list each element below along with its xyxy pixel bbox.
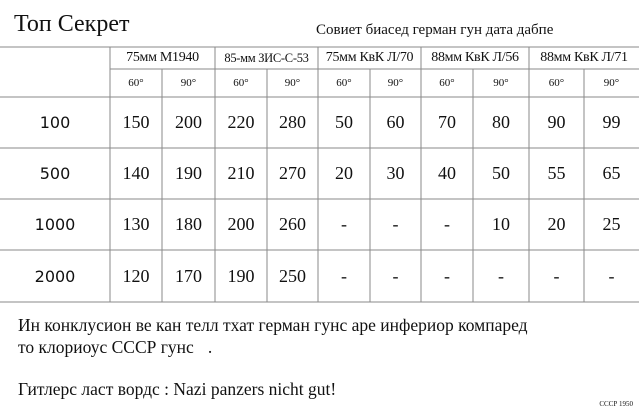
table-cell: - — [444, 214, 450, 234]
table-cell: 200 — [227, 214, 255, 234]
angle-header: 60° — [439, 77, 455, 89]
table-cell: 20 — [547, 214, 566, 234]
angle-header: 60° — [128, 77, 144, 89]
conclusion-period: . — [207, 337, 213, 357]
table-cell: 190 — [227, 265, 255, 286]
table-cell: 99 — [602, 112, 621, 132]
table-cell: 270 — [279, 163, 306, 183]
table-cell: 120 — [122, 265, 150, 286]
table-cell: 140 — [122, 163, 150, 183]
table-cell: 130 — [122, 214, 150, 234]
angle-header: 60° — [336, 77, 352, 89]
table-cell: - — [498, 265, 504, 286]
table-cell: 30 — [386, 163, 405, 183]
range-label-100: 100 — [39, 113, 71, 132]
table-cell: 90 — [547, 112, 566, 132]
table-cell: 50 — [492, 163, 510, 183]
subtitle: Совиет биасед герман гун дата дабпе — [316, 22, 554, 38]
gun-header-2: 85-мм ЗИС-С-53 — [224, 50, 309, 65]
table-cell: 170 — [175, 265, 202, 286]
table-cell: 60 — [386, 112, 405, 132]
angle-header: 90° — [284, 77, 301, 89]
table-cell: 150 — [122, 112, 150, 132]
conclusion-line-2 — [18, 336, 628, 358]
table-cell: 65 — [602, 163, 621, 183]
table-cell: 250 — [279, 265, 306, 286]
table-cell: - — [341, 214, 347, 234]
table-cell: 280 — [279, 112, 306, 132]
table-cell: 20 — [335, 163, 353, 183]
page-title: Топ Секрет — [14, 11, 130, 37]
table-cell: 55 — [547, 163, 566, 183]
table-cell: 70 — [438, 112, 456, 132]
gun-header-1: 75мм М1940 — [126, 50, 199, 65]
angle-header: 90° — [387, 77, 404, 89]
angle-header: 60° — [233, 77, 249, 89]
table-cell: 210 — [227, 163, 255, 183]
table-cell: - — [553, 265, 560, 286]
table-cell: 220 — [227, 112, 255, 132]
table-cell: - — [392, 265, 399, 286]
table-cell: 190 — [175, 163, 202, 183]
range-label-1000: 1000 — [34, 215, 76, 234]
table-cell: - — [608, 265, 615, 286]
table-cell: - — [444, 265, 450, 286]
last-words: Гитлерс ласт вордс : Nazi panzers nicht gut! — [18, 379, 337, 399]
table-cell: 80 — [492, 112, 510, 132]
conclusion-line-1: Ин конклусион ве кан телл тхат герман гунс аре инфериор компаред — [18, 315, 528, 335]
range-label-500: 500 — [39, 164, 71, 183]
conclusion-text — [18, 314, 628, 358]
conclusion-line-2-text: то клориоус СССР гунс — [18, 337, 194, 357]
table-cell: 25 — [602, 214, 621, 234]
table-cell: 180 — [175, 214, 202, 234]
gun-header-4: 88мм КвК Л/56 — [431, 50, 519, 65]
table-cell: 40 — [438, 163, 456, 183]
table-cell: - — [392, 214, 399, 234]
gun-header-5: 88мм КвК Л/71 — [540, 50, 628, 65]
table-cell: 260 — [279, 214, 306, 234]
table-cell: 10 — [492, 214, 510, 234]
angle-header: 90° — [603, 77, 620, 89]
table-cell: 50 — [335, 112, 353, 132]
angle-header: 90° — [180, 77, 197, 89]
angle-header: 90° — [493, 77, 509, 89]
footer-stamp: СССР 1950 — [599, 400, 633, 408]
angle-header: 60° — [548, 77, 565, 89]
table-cell: - — [341, 265, 347, 286]
table-cell: 200 — [175, 112, 202, 132]
gun-header-3: 75мм КвК Л/70 — [325, 50, 414, 65]
range-label-2000: 2000 — [34, 266, 76, 286]
